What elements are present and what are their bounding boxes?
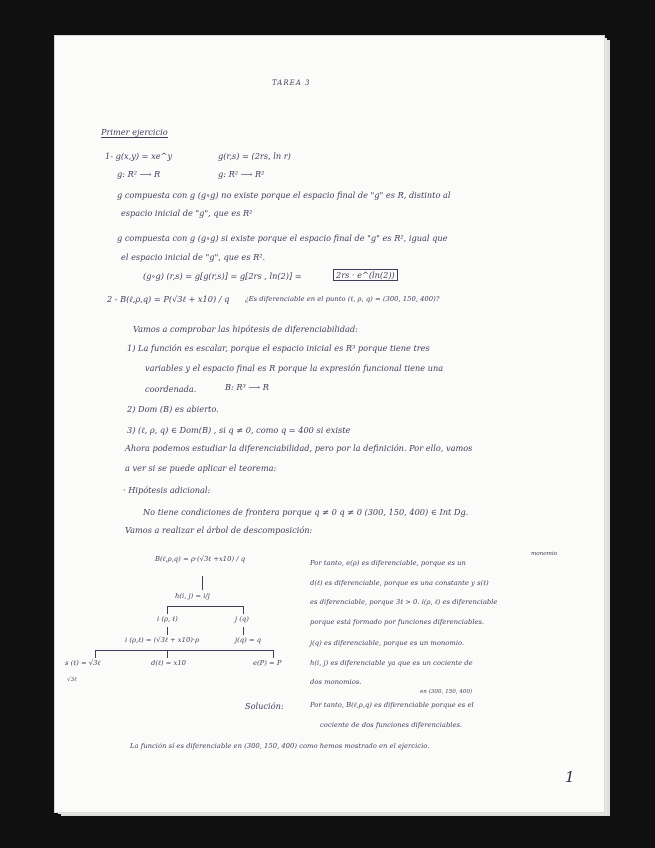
exercise-2-function: 2 - B(ℓ,ρ,q) = P(√3ℓ + x10) / q <box>107 294 230 304</box>
text-line: a ver si se puede aplicar el teorema: <box>125 463 277 473</box>
text-line: coordenada. <box>145 384 197 394</box>
page-title: TAREA 3 <box>272 79 311 87</box>
note-line: j(q) es diferenciable, porque es un monomio. <box>310 639 465 647</box>
text-line: el espacio inicial de "g", que es R². <box>121 252 266 262</box>
tree-edge <box>243 627 244 635</box>
note-line: dos monomios. <box>310 678 362 686</box>
tree-leaf-s: s (ℓ) = √3ℓ <box>65 659 101 667</box>
tree-node-j-expanded: j(q) = q <box>235 636 262 644</box>
tree-node-h: h(i, j) = i/j <box>175 592 210 600</box>
tree-node-j: j (q) <box>235 615 249 623</box>
note-line: Por tanto, e(ρ) es diferenciable, porque es un <box>310 559 466 567</box>
note-line: porque está formado por funciones diferenciables. <box>310 618 485 626</box>
tree-leaf-sqrt: √3ℓ <box>67 677 77 683</box>
text-line: variables y el espacio final es R porque la expresión funcional tiene una <box>145 363 444 373</box>
text-line: Vamos a realizar el árbol de descomposición: <box>125 525 313 535</box>
tree-leaf-d: d(ℓ) = x10 <box>151 659 186 667</box>
exercise-2-question: ¿Es diferenciable en el punto (ℓ, ρ, q) = (300, 150, 400)? <box>245 295 440 303</box>
tree-node-i-expanded: i (ρ,ℓ) = (√3ℓ + x10)·ρ <box>125 636 200 644</box>
exercise-1-function-g: g(r,s) = (2rs, ln r) <box>218 151 291 161</box>
text-line: 1) La función es escalar, porque el espacio inicial es R³ porque tiene tres <box>127 343 430 353</box>
text-line: g compuesta con g (g∘g) si existe porque el espacio final de "g" es R², igual que <box>117 233 448 243</box>
boxed-result: 2rs · e^(ln(2)) <box>333 269 398 281</box>
solution-line: cociente de dos funciones diferenciables. <box>320 721 463 729</box>
text-line: Vamos a comprobar las hipótesis de diferenciabilidad: <box>133 324 358 334</box>
final-conclusion: La función sí es diferenciable en (300, 150, 400) como hemos mostrado en el ejercicio. <box>130 742 430 750</box>
tree-edge <box>167 606 168 614</box>
tree-edge <box>95 650 273 651</box>
note-line: es diferenciable, porque 3ℓ > 0. i(ρ, ℓ) es diferenciable <box>310 598 498 606</box>
tree-edge <box>167 606 243 607</box>
section-heading: Primer ejercicio <box>101 127 168 137</box>
text-line: · Hipótesis adicional: <box>123 485 211 495</box>
solution-line: Por tanto, B(ℓ,ρ,q) es diferenciable porque es el <box>310 701 474 709</box>
text-line: No tiene condiciones de frontera porque q ≠ 0 q ≠ 0 (300, 150, 400) ∈ Int Dg. <box>143 507 469 517</box>
note-line: d(ℓ) es diferenciable, porque es una constante y s(ℓ) <box>310 579 489 587</box>
text-line: 2) Dom (B) es abierto. <box>127 404 219 414</box>
handwritten-page <box>55 36 604 812</box>
tree-edge <box>95 650 96 658</box>
solution-annotation: en (300, 150, 400) <box>420 689 473 695</box>
tree-root: B(ℓ,ρ,q) = ρ·(√3ℓ +x10) / q <box>155 555 246 563</box>
text-line: espacio inicial de "g", que es R² <box>121 208 253 218</box>
note-annotation: monomio <box>531 551 558 557</box>
tree-edge <box>167 627 168 635</box>
composition-formula: (g∘g) (r,s) = g[g(r,s)] = g[2rs , ln(2)] = <box>143 271 302 281</box>
domain-f: g: R² ⟶ R <box>117 169 161 179</box>
tree-edge <box>273 650 274 658</box>
solution-label: Solución: <box>245 701 284 711</box>
text-line: g compuesta con g (g∘g) no existe porque el espacio final de "g" es R, distinto al <box>117 190 451 200</box>
tree-edge <box>243 606 244 614</box>
note-line: h(i, j) es diferenciable ya que es un cociente de <box>310 659 473 667</box>
tree-edge <box>202 576 203 590</box>
domain-g: g: R² ⟶ R² <box>218 169 265 179</box>
exercise-1-function-f: 1- g(x,y) = xe^y <box>105 151 173 161</box>
mapping-notation: B: R³ ⟶ R <box>225 382 269 392</box>
tree-edge <box>167 650 168 658</box>
text-line: Ahora podemos estudiar la diferenciabilidad, pero por la definición. Por ello, vamos <box>125 443 473 453</box>
tree-node-i: i (ρ, ℓ) <box>157 615 178 623</box>
text-line: 3) (ℓ, ρ, q) ∈ Dom(B) , si q ≠ 0, como q = 400 si existe <box>127 425 351 435</box>
tree-leaf-e: e(P) = P <box>253 659 282 667</box>
page-number: 1 <box>565 768 575 786</box>
